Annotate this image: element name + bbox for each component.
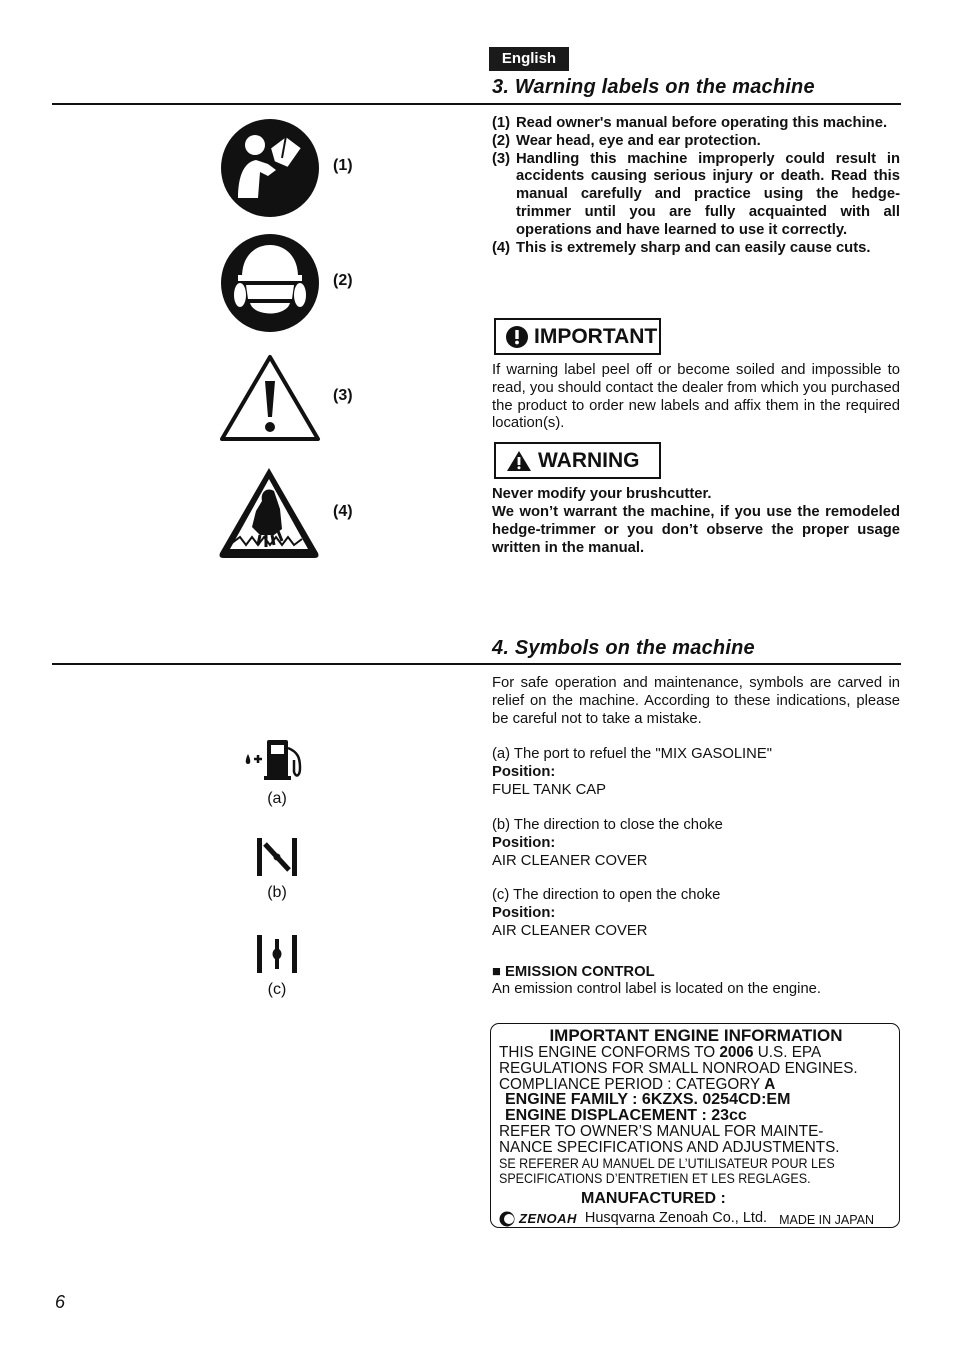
important-label: IMPORTANT	[534, 324, 658, 348]
icon-label-4: (4)	[333, 503, 353, 520]
item-text: Handling this machine improperly could result in accidents causing serious injury or death. Read this manual carefully and practice using the hedge-trimmer until you are fully acquainted with all operations and have learned to use it correctly.	[516, 150, 900, 238]
position-value: FUEL TANK CAP	[492, 781, 607, 798]
warning-triangle-icon	[506, 450, 532, 472]
engine-french-line-2: SPECIFICATIONS D’ENTRETIEN ET LES REGLAGES.	[499, 1171, 811, 1187]
symbol-description: (c) The direction to open the choke	[492, 887, 721, 903]
icon-label-3: (3)	[333, 387, 353, 404]
conforms-suffix: U.S. EPA	[753, 1044, 822, 1061]
item-text: This is extremely sharp and can easily cause cuts.	[516, 239, 871, 256]
engine-label-title: IMPORTANT ENGINE INFORMATION	[549, 1026, 843, 1045]
compliance-prefix: COMPLIANCE PERIOD : CATEGORY	[499, 1075, 765, 1093]
engine-manufactured: MANUFACTURED :	[581, 1190, 726, 1208]
section4-title: 4. Symbols on the machine	[492, 637, 755, 659]
engine-family: ENGINE FAMILY : 6KZXS. 0254CD:EM	[505, 1091, 791, 1109]
item-text: Read owner's manual before operating this machine.	[516, 115, 888, 131]
symbol-description: (a) The port to refuel the "MIX GASOLINE"	[492, 746, 772, 762]
list-item	[492, 115, 900, 133]
engine-displacement: ENGINE DISPLACEMENT : 23cc	[505, 1107, 747, 1125]
emission-heading: ■ EMISSION CONTROL	[492, 964, 655, 980]
exclamation-circle-icon	[506, 326, 528, 348]
symbol-label-b: (b)	[267, 884, 287, 901]
icon-label-1: (1)	[333, 157, 353, 174]
item-text: Wear head, eye and ear protection.	[516, 132, 761, 149]
position-value: AIR CLEANER COVER	[492, 852, 648, 869]
sharp-blade-hand-icon	[216, 465, 322, 561]
engine-info-label	[490, 1023, 900, 1228]
engine-manufacturer-row	[499, 1209, 893, 1229]
engine-french-line-1: SE REFERER AU MANUEL DE L’UTILISATEUR POUR LES	[499, 1155, 835, 1171]
choke-close-icon	[257, 838, 297, 876]
list-item	[492, 240, 900, 258]
warning-label-list	[492, 115, 900, 257]
caution-triangle-icon	[218, 353, 322, 443]
warning-box	[494, 442, 661, 479]
head-eye-ear-protection-icon	[220, 233, 320, 333]
engine-refer-line-1: REFER TO OWNER’S MANUAL FOR MAINTE-	[499, 1122, 824, 1140]
position-value: AIR CLEANER COVER	[492, 922, 648, 939]
symbol-entry-a	[492, 746, 900, 799]
warning-label: WARNING	[538, 448, 640, 472]
symbol-description: (b) The direction to close the choke	[492, 817, 723, 833]
engine-regulations-line: REGULATIONS FOR SMALL NONROAD ENGINES.	[499, 1059, 858, 1077]
conforms-year: 2006	[719, 1044, 754, 1061]
item-number: (3)	[492, 150, 511, 167]
position-label: Position:	[492, 904, 556, 921]
fuel-pump-icon	[242, 738, 306, 782]
zenoah-logo-icon	[499, 1211, 515, 1227]
conforms-prefix: THIS ENGINE CONFORMS TO	[499, 1044, 720, 1061]
section3-title: 3. Warning labels on the machine	[492, 76, 815, 98]
list-item	[492, 151, 900, 240]
list-item	[492, 133, 900, 151]
language-badge: English	[489, 47, 569, 71]
section3-rule	[52, 103, 901, 105]
position-label: Position:	[492, 834, 556, 851]
symbol-entry-c	[492, 887, 900, 940]
warning-line-1: Never modify your brushcutter.	[492, 486, 712, 502]
manufacturer-company: Husqvarna Zenoah Co., Ltd.	[584, 1209, 768, 1226]
section4-rule	[52, 663, 901, 665]
engine-refer-line-2: NANCE SPECIFICATIONS AND ADJUSTMENTS.	[499, 1138, 840, 1156]
icon-label-2: (2)	[333, 272, 353, 289]
compliance-category: A	[764, 1075, 776, 1093]
important-box	[494, 318, 661, 355]
item-number: (2)	[492, 132, 511, 149]
choke-open-icon	[257, 935, 297, 973]
symbols-intro: For safe operation and maintenance, symbols are carved in relief on the machine. According to these indications, please be careful not to take a mistake.	[492, 675, 900, 727]
read-manual-icon	[220, 118, 320, 218]
warning-line-2: We won’t warrant the machine, if you use the remodeled hedge-trimmer or you don’t observe the proper usage written in the manual.	[492, 504, 900, 556]
symbol-entry-b	[492, 817, 900, 870]
made-in-japan: MADE IN JAPAN	[779, 1212, 874, 1227]
symbol-label-c: (c)	[267, 981, 287, 998]
emission-text: An emission control label is located on the engine.	[492, 981, 822, 997]
item-number: (1)	[492, 115, 511, 131]
item-number: (4)	[492, 239, 511, 256]
symbol-label-a: (a)	[267, 790, 287, 807]
important-text: If warning label peel off or become soiled and impossible to read, you should contact the dealer from which you purchased the product to order new labels and affix them in the required location(s).	[492, 362, 900, 432]
zenoah-brand: ZENOAH	[519, 1210, 577, 1226]
engine-compliance-line	[499, 1077, 893, 1093]
page-number: 6	[55, 1292, 66, 1312]
position-label: Position:	[492, 763, 556, 780]
engine-conforms-line	[499, 1045, 893, 1061]
